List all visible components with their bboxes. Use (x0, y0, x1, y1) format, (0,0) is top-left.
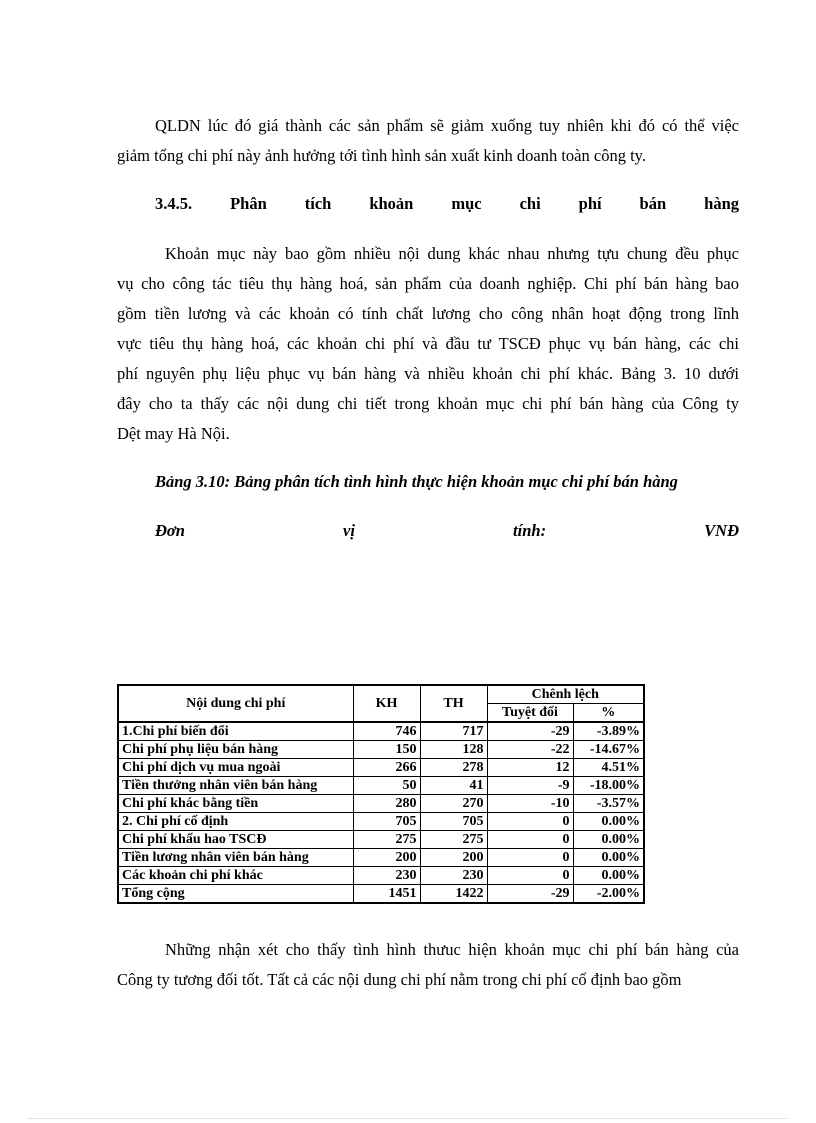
paragraph-2-line-7: Dệt may Hà Nội. (117, 424, 230, 443)
unit-line: Đơn vị tính: VNĐ (155, 521, 739, 540)
cost-analysis-table (117, 684, 645, 904)
header-difference: Chênh lệch (487, 685, 644, 704)
cell-content: Các khoản chi phí khác (118, 867, 353, 885)
cell-percent: 0.00% (573, 849, 644, 867)
cell-absolute: -10 (487, 795, 573, 813)
paragraph-1-line-2: giảm tổng chi phí này ảnh hưởng tới tình hình sản xuất kinh doanh toàn công ty. (117, 146, 646, 165)
cell-percent: 4.51% (573, 759, 644, 777)
cell-absolute: -22 (487, 741, 573, 759)
cell-plan: 266 (353, 759, 420, 777)
table-row (118, 722, 644, 741)
cell-percent: -2.00% (573, 885, 644, 904)
paragraph-1-line-1: QLDN lúc đó giá thành các sản phẩm sẽ giảm xuống tuy nhiên khi đó có thể việc (155, 116, 739, 135)
header-absolute: Tuyệt đối (487, 704, 573, 723)
cell-absolute: 0 (487, 813, 573, 831)
table-row (118, 741, 644, 759)
cell-absolute: -29 (487, 885, 573, 904)
paragraph-2-line-3: gồm tiền lương và các khoản có tính chất lương cho công nhân hoạt động trong lĩnh (117, 304, 739, 323)
table-caption: Bảng 3.10: Bảng phân tích tình hình thực hiện khoản mục chi phí bán hàng (155, 472, 678, 491)
paragraph-2-line-1: Khoản mục này bao gồm nhiều nội dung khác nhau nhưng tựu chung đều phục (165, 244, 739, 263)
cell-actual: 230 (420, 867, 487, 885)
cell-plan: 746 (353, 722, 420, 741)
header-content: Nội dung chi phí (118, 685, 353, 722)
cell-absolute: 0 (487, 867, 573, 885)
cell-absolute: 12 (487, 759, 573, 777)
cell-content: Chi phí phụ liệu bán hàng (118, 741, 353, 759)
cell-content: Tiền lương nhân viên bán hàng (118, 849, 353, 867)
cell-percent: -14.67% (573, 741, 644, 759)
cell-actual: 270 (420, 795, 487, 813)
table-row (118, 885, 644, 904)
table-row (118, 777, 644, 795)
cell-actual: 200 (420, 849, 487, 867)
header-plan: KH (353, 685, 420, 722)
cell-plan: 280 (353, 795, 420, 813)
paragraph-3-line-2: Công ty tương đối tốt. Tất cả các nội dung chi phí nằm trong chi phí cố định bao gồm (117, 970, 682, 989)
cell-absolute: -29 (487, 722, 573, 741)
cell-content: 2. Chi phí cố định (118, 813, 353, 831)
cell-percent: 0.00% (573, 813, 644, 831)
cell-content: Tiền thưởng nhân viên bán hàng (118, 777, 353, 795)
table-row (118, 759, 644, 777)
cell-actual: 275 (420, 831, 487, 849)
cell-plan: 150 (353, 741, 420, 759)
table-row (118, 867, 644, 885)
cell-plan: 50 (353, 777, 420, 795)
cell-actual: 705 (420, 813, 487, 831)
cell-content: Chi phí dịch vụ mua ngoài (118, 759, 353, 777)
header-percent: % (573, 704, 644, 723)
cell-actual: 41 (420, 777, 487, 795)
footer-rule (28, 1118, 788, 1119)
cell-absolute: 0 (487, 831, 573, 849)
cell-percent: -18.00% (573, 777, 644, 795)
paragraph-3-line-1: Những nhận xét cho thấy tình hình thưuc hiện khoản mục chi phí bán hàng của (165, 940, 739, 959)
section-heading: 3.4.5. Phân tích khoản mục chi phí bán hàng (155, 194, 739, 213)
table-row (118, 849, 644, 867)
paragraph-2-line-5: phí nguyên phụ liệu phục vụ bán hàng và nhiều khoản chi phí khác. Bảng 3. 10 dưới (117, 364, 739, 383)
paragraph-2-line-4: vực tiêu thụ hàng hoá, các khoản chi phí và đầu tư TSCĐ phục vụ bán hàng, các chi (117, 334, 739, 353)
cell-actual: 278 (420, 759, 487, 777)
cell-plan: 705 (353, 813, 420, 831)
paragraph-2-line-6: đây cho ta thấy các nội dung chi tiết trong khoản mục chi phí bán hàng của Công ty (117, 394, 739, 413)
table-body (118, 722, 644, 903)
cell-actual: 717 (420, 722, 487, 741)
cell-percent: -3.57% (573, 795, 644, 813)
cell-content: Chi phí khác bằng tiền (118, 795, 353, 813)
header-actual: TH (420, 685, 487, 722)
cell-plan: 230 (353, 867, 420, 885)
cell-absolute: -9 (487, 777, 573, 795)
table-row (118, 795, 644, 813)
cell-content: 1.Chi phí biến đổi (118, 722, 353, 741)
cell-absolute: 0 (487, 849, 573, 867)
paragraph-2-line-2: vụ cho công tác tiêu thụ hàng hoá, sản phẩm của doanh nghiệp. Chi phí bán hàng bao (117, 274, 739, 293)
cell-actual: 128 (420, 741, 487, 759)
cell-plan: 1451 (353, 885, 420, 904)
table-row (118, 813, 644, 831)
cell-plan: 275 (353, 831, 420, 849)
cell-content: Chi phí khấu hao TSCĐ (118, 831, 353, 849)
cell-percent: -3.89% (573, 722, 644, 741)
cell-percent: 0.00% (573, 867, 644, 885)
cell-plan: 200 (353, 849, 420, 867)
table-row (118, 831, 644, 849)
cell-actual: 1422 (420, 885, 487, 904)
cell-content: Tổng cộng (118, 885, 353, 904)
cell-percent: 0.00% (573, 831, 644, 849)
